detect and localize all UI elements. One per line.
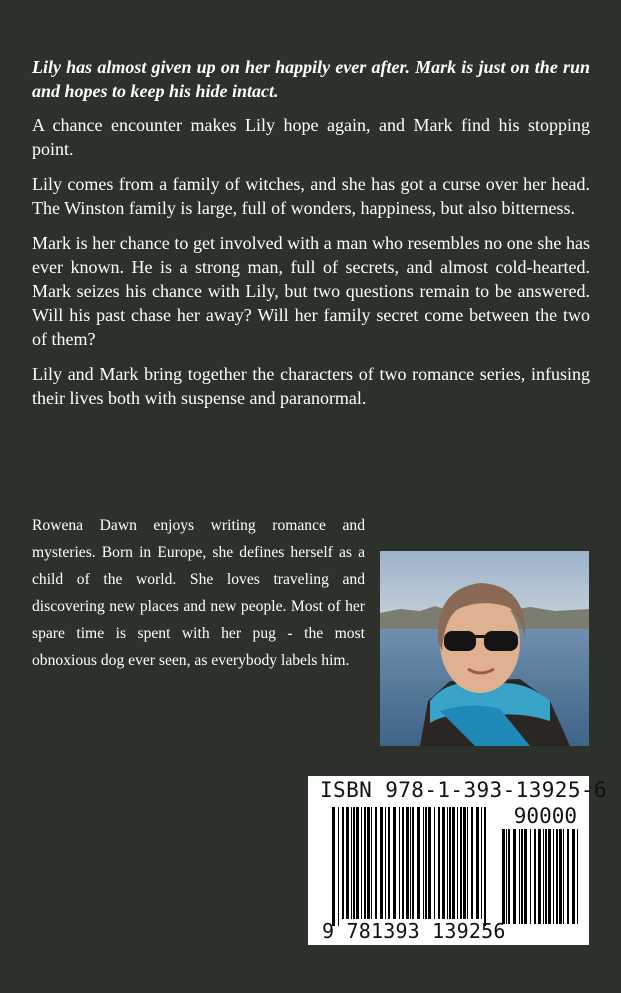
barcode-bar — [364, 807, 366, 919]
barcode-bar — [452, 807, 455, 919]
barcode-bar — [388, 807, 390, 919]
barcode-bar — [524, 829, 527, 924]
barcode-bar — [361, 807, 362, 919]
barcode-bar — [471, 807, 473, 919]
barcode-bar — [577, 829, 578, 924]
barcode-bar — [356, 807, 359, 919]
barcode-bar — [460, 807, 462, 919]
barcode-bar — [534, 829, 536, 924]
barcode-bar — [332, 807, 335, 926]
author-bio: Rowena Dawn enjoys writing romance and mysteries. Born in Europe, she defines herself as a child of the world. She loves traveling and discovering new places and new people. Most of her spare time is spent with her pug - the most obnoxious dog ever seen, as everybody labels him. — [32, 517, 365, 669]
barcode-bar — [457, 807, 458, 919]
barcode-bar — [351, 807, 352, 919]
blurb-paragraph: A chance encounter makes Lily hope again, and Mark find his stopping point. — [32, 115, 590, 159]
ean-digits: 9 781393 139256 — [322, 919, 506, 943]
barcode-bar — [572, 829, 575, 924]
barcode-bar — [447, 807, 448, 919]
barcode-bar — [476, 807, 479, 919]
barcode-bar — [385, 807, 386, 919]
barcode-bar — [346, 807, 349, 919]
blurb-paragraph: Lily and Mark bring together the characters of two romance series, infusing their lives both with suspense and paranormal. — [32, 364, 590, 408]
barcode-bar — [530, 829, 531, 924]
barcode-bar — [502, 829, 505, 924]
blurb-paragraph: Mark is her chance to get involved with a man who resembles no one she has ever known. He is a strong man, full of secrets, and almost cold-hearted. Mark seizes his chance with Lily, but two questions remain to be answered. Will his past chase her away? Will her family secret come between the two of them? — [32, 233, 590, 349]
barcode-bar — [399, 807, 400, 919]
barcode-bar — [412, 807, 414, 919]
barcode-bar — [338, 807, 339, 926]
barcode-bar — [438, 807, 440, 919]
barcode-bar — [521, 829, 523, 924]
barcode-bar — [506, 829, 507, 924]
barcode-bar — [423, 807, 424, 919]
blurb-paragraph: Lily comes from a family of witches, and she has got a curse over her head. The Winston family is large, full of wonders, happiness, but also bitterness. — [32, 174, 590, 218]
barcode-bar — [513, 829, 516, 924]
barcode-bar — [428, 807, 431, 919]
back-cover-blurb — [32, 55, 590, 421]
barcode-bar — [342, 807, 344, 919]
barcode-bar — [545, 829, 547, 924]
barcode-bar — [402, 807, 404, 919]
barcode-bar — [425, 807, 427, 919]
barcode-bar — [380, 807, 383, 919]
isbn-barcode — [308, 776, 607, 945]
barcode-bar — [508, 829, 510, 924]
barcode-bar — [367, 807, 370, 919]
barcode-bar — [563, 829, 564, 924]
barcode-bar — [375, 807, 377, 919]
barcode-bar — [484, 807, 486, 926]
barcode-bar — [543, 829, 544, 924]
barcode-bar — [481, 807, 482, 919]
barcode-bar — [567, 829, 569, 924]
barcode-bar — [371, 807, 372, 919]
author-photo — [380, 551, 589, 746]
barcode-bar — [553, 829, 554, 924]
barcode-bar — [442, 807, 445, 919]
barcode-bar — [519, 829, 520, 924]
barcode-bar — [463, 807, 466, 919]
barcode-bar — [410, 807, 411, 919]
barcode-bar — [556, 829, 558, 924]
barcode-bar — [449, 807, 451, 919]
barcode-bar — [467, 807, 468, 919]
barcode-bar — [406, 807, 409, 919]
isbn-text: ISBN 978-1-393-13925-6 — [320, 778, 607, 802]
barcode-bar — [548, 829, 551, 924]
barcode-bar — [393, 807, 396, 919]
barcode-bar — [417, 807, 420, 919]
barcode-bar — [559, 829, 562, 924]
barcode-bar — [434, 807, 435, 919]
barcode-bar — [538, 829, 541, 924]
barcode-bar — [353, 807, 355, 919]
price-code: 90000 — [513, 804, 577, 828]
blurb-hook: Lily has almost given up on her happily ever after. Mark is just on the run and hopes to keep his hide intact. — [32, 57, 590, 101]
